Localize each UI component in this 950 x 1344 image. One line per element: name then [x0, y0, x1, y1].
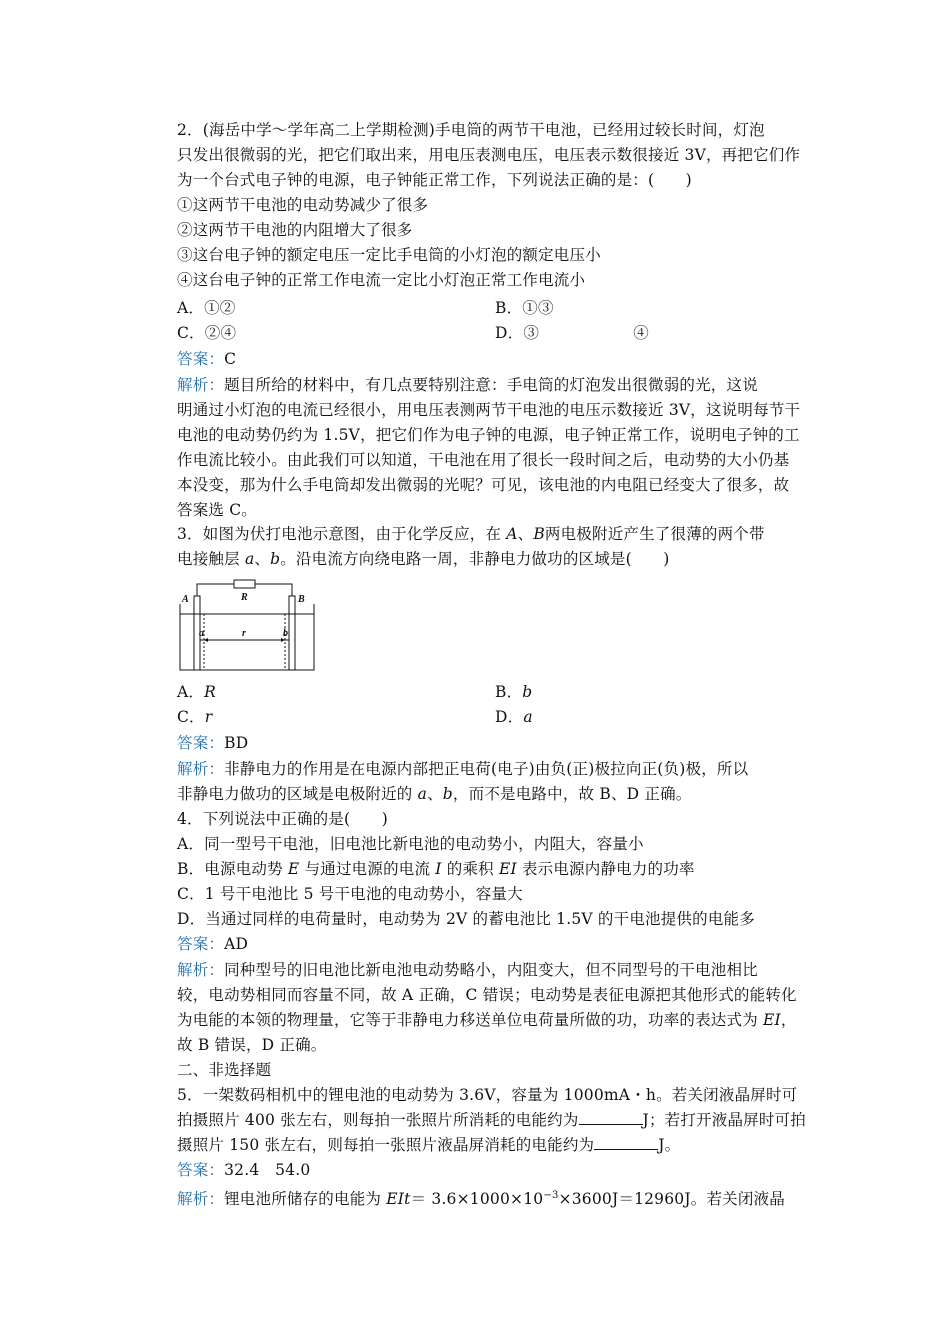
- q3-option-a: [177, 680, 216, 705]
- option-text: B．电源电动势: [177, 860, 288, 878]
- q5-text: J。: [658, 1136, 681, 1154]
- q3-text: 。沿电流方向绕电路一周，非静电力做功的区域是( ): [280, 550, 670, 568]
- analysis-text: 为电能的本领的物理量，它等于非静电力移送单位电荷量所做的功，功率的表达式为: [177, 1011, 764, 1029]
- q2-statement-3: ③这台电子钟的额定电压一定比手电筒的小灯泡的额定电压小: [177, 246, 601, 264]
- analysis-var: a: [417, 785, 428, 803]
- q2-option-c: C．②④: [177, 324, 237, 342]
- fill-blank-2[interactable]: [594, 1135, 658, 1150]
- q5-text: 拍摄照片 400 张左右，则每拍一张照片所消耗的电能约为: [177, 1111, 579, 1129]
- resistor-r: [234, 580, 255, 588]
- answer-value: 32.4 54.0: [224, 1161, 311, 1179]
- q3-text: 两电极附近产生了很薄的两个带: [544, 525, 765, 543]
- q2-analysis-line-1: [177, 373, 758, 398]
- q4-line-1: 4．下列说法中正确的是( ): [177, 810, 388, 828]
- q5-answer: [177, 1158, 310, 1183]
- q3-analysis-line-1: [177, 757, 748, 782]
- label-b-layer: b: [283, 628, 288, 639]
- answer-label: 答案：: [177, 935, 225, 953]
- option-text: 表示电源内静电力的功率: [516, 860, 695, 878]
- answer-value: C: [224, 350, 237, 368]
- q5-line-3: [177, 1133, 680, 1158]
- analysis-label: 解析：: [177, 760, 225, 778]
- analysis-var: EI: [763, 1011, 781, 1029]
- option-value: a: [523, 708, 533, 726]
- q5-line-1: 5．一架数码相机中的锂电池的电动势为 3.6V，容量为 1000mA・h。若关闭液晶屏时可: [177, 1086, 798, 1104]
- answer-label: 答案：: [177, 350, 225, 368]
- analysis-text: ＝ 3.6×1000×10: [410, 1190, 544, 1209]
- wire-right: [255, 584, 292, 596]
- q2-answer: [177, 347, 236, 372]
- q3-text: 3．如图为伏打电池示意图，由于化学反应，在: [177, 525, 507, 543]
- q2-line-1: 2．(海岳中学～学年高二上学期检测)手电筒的两节干电池，已经用过较长时间，灯泡: [177, 121, 765, 139]
- label-b-electrode: B: [298, 594, 305, 605]
- option-prefix: D．: [495, 708, 524, 726]
- q4-option-d: D．当通过同样的电荷量时，电动势为 2V 的蓄电池比 1.5V 的干电池提供的电能多: [177, 910, 755, 928]
- option-value: r: [204, 708, 213, 726]
- q4-option-c: C．1 号干电池比 5 号干电池的电动势小，容量大: [177, 885, 523, 903]
- q3-answer: [177, 731, 248, 756]
- q3-text: 电接触层: [177, 550, 245, 568]
- option-var: E: [287, 860, 300, 878]
- fill-blank-1[interactable]: [579, 1110, 643, 1125]
- q2-statement-4: ④这台电子钟的正常工作电流一定比小灯泡正常工作电流小: [177, 271, 586, 289]
- q3-line-1: [177, 522, 765, 547]
- option-var: I: [435, 860, 442, 878]
- q2-analysis-line-3: 电池的电动势仍约为 1.5V，把它们作为电子钟的电源，电子钟正常工作，说明电子钟的工: [177, 426, 800, 444]
- q3-analysis-line-2: [177, 782, 692, 807]
- analysis-var: b: [442, 785, 453, 803]
- q4-analysis-line-1: [177, 958, 758, 983]
- analysis-text: 非静电力做功的区域是电极附近的: [177, 785, 418, 803]
- q3-option-c: [177, 705, 212, 730]
- analysis-text: 题目所给的材料中，有几点要特别注意：手电筒的灯泡发出很微弱的光，这说: [224, 376, 758, 394]
- option-text: 的乘积: [441, 860, 499, 878]
- q3-option-d: [495, 705, 533, 730]
- q2-analysis-line-6: 答案选 C。: [177, 501, 257, 519]
- answer-label: 答案：: [177, 1161, 225, 1179]
- answer-value: AD: [224, 935, 249, 953]
- analysis-text: 锂电池所储存的电能为: [224, 1190, 387, 1209]
- analysis-text: ，: [780, 1011, 797, 1029]
- analysis-exponent: −3: [543, 1190, 559, 1201]
- option-text: 与通过电源的电流: [299, 860, 436, 878]
- option-value: R: [204, 683, 216, 701]
- option-prefix: C．: [177, 708, 205, 726]
- q2-statement-1: ①这两节干电池的电动势减少了很多: [177, 196, 429, 214]
- analysis-text: 非静电力的作用是在电源内部把正电荷(电子)由负(正)极拉向正(负)极，所以: [224, 760, 749, 778]
- q5-analysis-line-1: [177, 1183, 785, 1212]
- q3-text: 、: [517, 525, 534, 543]
- option-prefix: A．: [177, 683, 205, 701]
- electrode-b: [289, 596, 295, 670]
- q3-var-b: B: [533, 525, 545, 543]
- q4-analysis-line-3: [177, 1008, 797, 1033]
- q2-option-b: B．①③: [495, 299, 554, 317]
- q3-var-a: A: [506, 525, 518, 543]
- q5-text: 摄照片 150 张左右，则每拍一张照片液晶屏消耗的电能约为: [177, 1136, 595, 1154]
- section-heading: 二、非选择题: [177, 1061, 272, 1079]
- answer-value: BD: [224, 734, 249, 752]
- q4-answer: [177, 932, 248, 957]
- q3-var-a: a: [244, 550, 255, 568]
- q2-analysis-line-5: 本没变，那为什么手电筒却发出微弱的光呢？可见，该电池的内电阻已经变大了很多，故: [177, 476, 790, 494]
- analysis-text: ，而不是电路中，故 B、D 正确。: [452, 785, 692, 803]
- analysis-text: 、: [427, 785, 443, 803]
- analysis-text: 同种型号的旧电池比新电池电动势略小，内阻变大，但不同型号的干电池相比: [224, 961, 758, 979]
- voltaic-cell-figure: [177, 578, 317, 673]
- q3-line-2: [177, 547, 670, 572]
- q2-option-d: D．③ ④: [495, 324, 649, 342]
- q2-line-3: 为一个台式电子钟的电源，电子钟能正常工作，下列说法正确的是：( ): [177, 171, 692, 189]
- wire-left: [197, 584, 234, 596]
- option-var: EI: [498, 860, 517, 878]
- q4-option-a: A．同一型号干电池，旧电池比新电池的电动势小，内阻大，容量小: [177, 835, 644, 853]
- label-a-layer: a: [199, 628, 204, 639]
- q4-option-b: [177, 857, 695, 882]
- analysis-var: EIt: [386, 1190, 411, 1209]
- q2-analysis-line-2: 明通过小灯泡的电流已经很小，用电压表测两节干电池的电压示数接近 3V，这说明每节干: [177, 401, 801, 419]
- q4-analysis-line-2: 较，电动势相同而容量不同，故 A 正确，C 错误；电动势是表征电源把其他形式的能转化: [177, 986, 797, 1004]
- q3-option-b: [495, 680, 532, 705]
- label-a-electrode: A: [182, 594, 189, 605]
- q2-option-a: A．①②: [177, 299, 236, 317]
- analysis-label: 解析：: [177, 961, 225, 979]
- analysis-label: 解析：: [177, 1190, 225, 1209]
- option-prefix: B．: [495, 683, 523, 701]
- q2-analysis-line-4: 作电流比较小。由此我们可以知道，干电池在用了很长一段时间之后，电动势的大小仍基: [177, 451, 790, 469]
- label-r-resistor: R: [241, 592, 248, 603]
- q5-text: J；若打开液晶屏时可拍: [642, 1111, 806, 1129]
- q3-text: 、: [254, 550, 271, 568]
- option-value: b: [522, 683, 533, 701]
- q3-var-b: b: [270, 550, 281, 568]
- q2-statement-2: ②这两节干电池的内阻增大了很多: [177, 221, 413, 239]
- label-r-internal: r: [242, 628, 246, 639]
- q4-analysis-line-4: 故 B 错误，D 正确。: [177, 1036, 327, 1054]
- analysis-text: ×3600J＝12960J。若关闭液晶: [558, 1190, 785, 1209]
- q5-line-2: [177, 1108, 806, 1133]
- q2-options-row-1: [177, 296, 236, 321]
- analysis-label: 解析：: [177, 376, 225, 394]
- answer-label: 答案：: [177, 734, 225, 752]
- q2-line-2: 只发出很微弱的光，把它们取出来，用电压表测电压，电压表示数很接近 3V，再把它们作: [177, 146, 801, 164]
